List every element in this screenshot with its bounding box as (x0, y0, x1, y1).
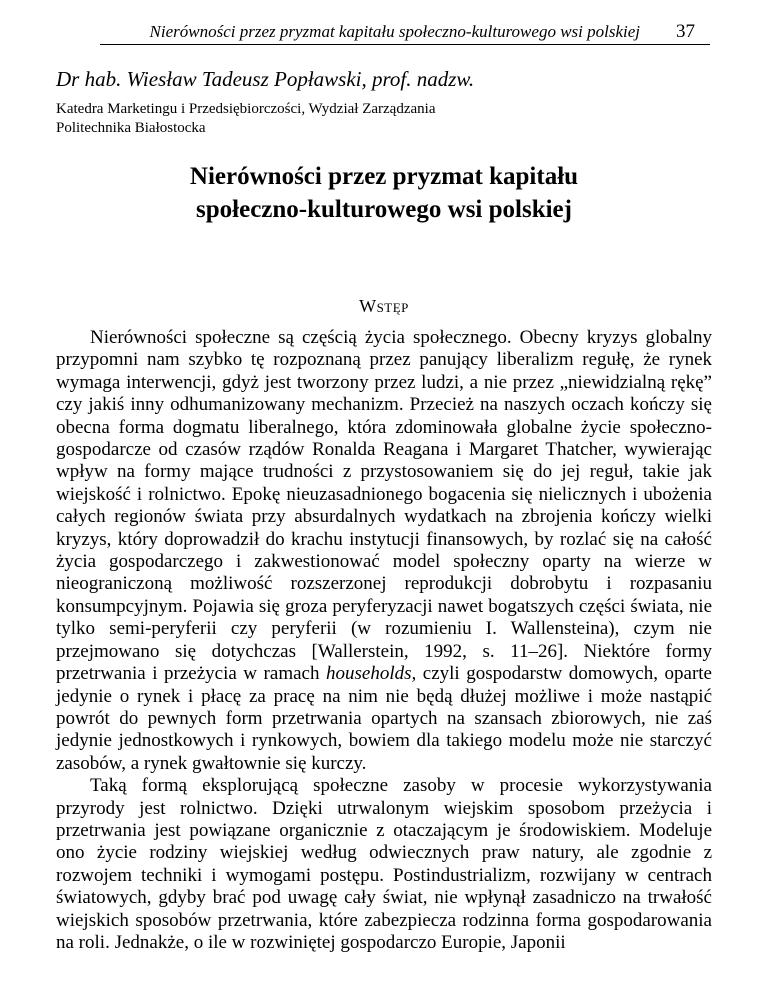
paragraph-1-text: Nierówności społeczne są częścią życia społecznego. Obecny kryzys globalny przypomni nam szybko tę rozpoznaną przez panujący liberalizm regułę, że rynek wymaga interwencji, gdyż jest tworzony przez ludzi, a nie przez „niewidzialną rękę” czy jakiś inny odhumanizowany mechanizm. Przecież na naszych oczach kończy się obecna forma dogmatu liberalnego, która zdominowała globalne życie społeczno-gospodarcze od czasów rządów Ronalda Reagana i Margaret Thatcher, wywierając wpływ na formy mające trudności z przystosowaniem się do jej reguł, takie jak wiejskość i rolnictwo. Epokę nieuzasadnionego bogacenia się nielicznych i ubożenia całych regionów świata przy absurdalnych wydatkach na zbrojenia kończy wielki kryzys, który doprowadził do krachu instytucji finansowych, by rozlać się na całość życia gospodarczego i zakwestionować model społeczny oparty na wierze w nieograniczoną możliwość rozszerzonej reprodukcji dobrobytu i rozpasaniu konsumpcyjnym. Pojawia się groza peryferyzacji nawet bogatszych części świata, nie tylko semi-peryferii czy peryferii (w rozumieniu I. Wallensteina), czym nie przejmowano się dotychczas [Wallerstein, 1992, s. 11–26]. Niektóre formy przetrwania i przeżycia w ramach (56, 327, 712, 685)
running-head: Nierówności przez pryzmat kapitału społeczno-kulturowego wsi polskiej (149, 22, 640, 41)
page-number: 37 (676, 21, 695, 42)
title-line-1: Nierówności przez pryzmat kapitału (189, 163, 579, 190)
header-rule (100, 44, 710, 45)
paragraph-1 (56, 327, 712, 775)
author-institution: Politechnika Białostocka (56, 120, 206, 136)
author-department: Katedra Marketingu i Przedsiębiorczości, Wydział Zarządzania (56, 101, 436, 117)
paragraph-2: Taką formą eksplorującą społeczne zasoby w procesie wykorzystywania przyrody jest rolnictwo. Dzięki utrwalonym wiejskim sposobom przeżycia i przetrwania jest powiązane organicznie z otaczającym je środowiskiem. Modeluje ono życie rodziny wiejskiej według odwiecznych praw natury, ale zgodnie z rozwojem techniki i wymogami postępu. Postindustrializm, rozwijany w centrach światowych, gdyby brać pod uwagę cały świat, nie wpłynął zasadniczo na trwałość wiejskich sposobów przetrwania, które zabezpiecza rodzinna forma gospodarowania na roli. Jednakże, o ile w rozwiniętej gospodarczo Europie, Japonii (56, 775, 712, 953)
section-heading: Wstęp (359, 296, 409, 316)
article-title (56, 160, 712, 226)
author-name: Dr hab. Wiesław Tadeusz Popławski, prof. nadzw. (56, 67, 475, 91)
paragraph-1-italic-term: households, (326, 663, 417, 685)
paragraph-1-text-cont: czyli gospodarstw domowych, oparte jedynie o rynek i płacę za pracę na nim nie będą dłużej możliwe i może nastąpić powrót do pewnych form przetrwania opartych na szansach zbiorowych, nie zaś jedynie jednostkowych i rynkowych, bowiem dla takiego modelu może nie starczyć zasobów, a rynek gwałtownie się kurczy. (56, 663, 712, 774)
title-line-2: społeczno-kulturowego wsi polskiej (196, 196, 572, 223)
body-text (56, 327, 712, 954)
